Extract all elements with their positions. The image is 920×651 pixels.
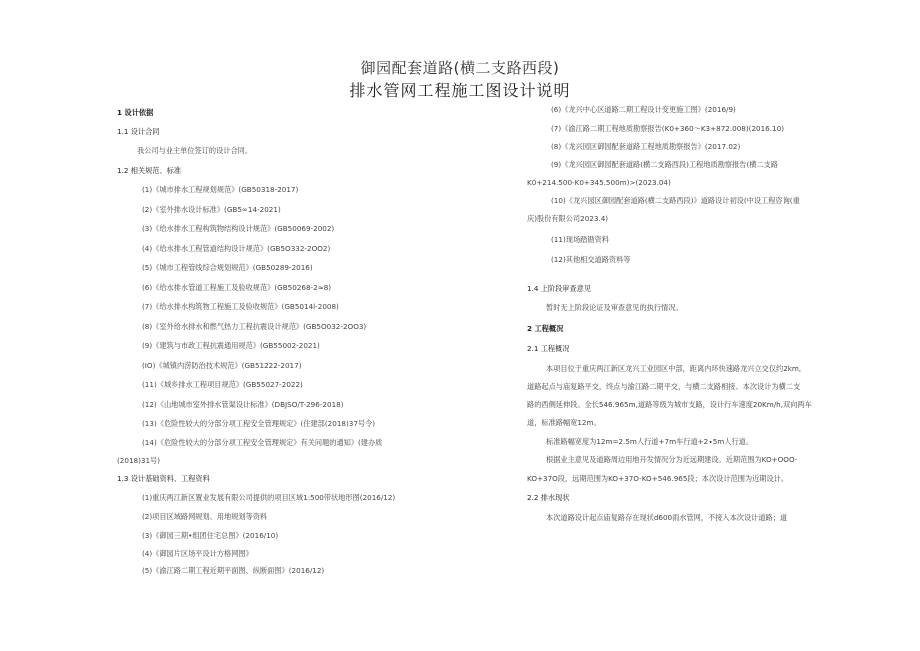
list-item: (2)项目区域路网规划、用地规划等资料 (142, 512, 268, 521)
section-heading: 2 工程概况 (527, 324, 564, 333)
list-item: (9)《建筑与市政工程抗震通用规范》(GB55002-2021) (142, 341, 320, 350)
document-title-line1: 御园配套道路(横二支路西段) (360, 59, 560, 77)
list-item: (8)《龙兴园区御园配套道路工程地质勘察报告》(2017.02) (551, 142, 741, 151)
list-item: (9)《龙兴园区御园配套道路(横二支路西段)工程地质勘察报告(横二支路 (551, 160, 779, 169)
list-item: (7)《给水排水构筑物工程施工及验收规范》(GB5014l-2008) (142, 302, 339, 311)
list-item: (12)《山地城市室外排水管渠设计标准》(DBJSO/T-296-2018) (142, 400, 344, 409)
paragraph-line: 我公司与业主单位签订的设计合同。 (137, 146, 253, 155)
list-item: (5)《渝江路二期工程近期平面图、纵断面图》(2016/12) (142, 566, 325, 575)
list-item: (3)《御园三期•组团住宅总图》(2016/10) (142, 531, 279, 540)
list-item-continuation: 庆)股份有限公司2023.4) (527, 214, 609, 223)
paragraph-line: 标准路幅宽度为12m=2.5m人行道+7m车行道+2∙5m人行道。 (546, 437, 754, 446)
list-item: (7)《渝江路二期工程地质勘察报告(K0+360～K3+872.008)(2016.10) (551, 124, 784, 133)
paragraph-line: KO+37O段，远期范围为KO+37O-KO+546.965段；本次设计范围为近期设计。 (527, 474, 789, 483)
list-item: (4)《御园片区场平设计方格网图》 (142, 549, 253, 558)
list-item: (8)《室外给水排水和燃气热力工程抗震设计规范》(GB5O032-2OO3) (142, 322, 367, 331)
paragraph-line: 道，标准路幅宽12m。 (527, 418, 601, 427)
list-item: (1)重庆两江新区置业发展有限公司提供的项目区域1:500带状地形图(2016/12) (142, 493, 396, 502)
section-heading: 1 设计依据 (117, 108, 154, 117)
list-item: (1)《城市排水工程规划规范》(GB50318-2017) (142, 185, 299, 194)
list-item-continuation: (2018)31号) (117, 456, 161, 465)
list-item: (6)《龙兴中心区道路二期工程设计变更施工图》(2016/9) (551, 105, 736, 114)
subsection-heading: 1.1 设计合同 (117, 127, 160, 136)
paragraph-line: 本次道路设计起点庙复路存在现状d600雨水管网，不接入本次设计道路；道 (546, 513, 788, 522)
subsection-heading: 1.3 设计基础资料、工程资料 (117, 474, 210, 483)
list-item: (IO)《城镇内涝防治技术规范》(GB51222-2017) (142, 361, 302, 370)
subsection-heading: 1.4 上阶段审查意见 (527, 284, 592, 293)
paragraph-line: 本项目位于重庆两江新区龙兴工业园区中部，距离内环快速路龙兴立交仅约2km, (546, 364, 802, 373)
paragraph-line: 道路起点与庙复路平交，终点与渝江路二期平交，与横二支路相接。本次设计为横二支 (527, 382, 801, 391)
subsection-heading: 1.2 相关规范、标准 (117, 166, 182, 175)
list-item: (2)《室外排水设计标准》(GB5∞14-2021) (142, 205, 281, 214)
list-item: (14)《危险性较大的分部分项工程安全管理规定》有关问题的通知》(建办质 (142, 438, 383, 447)
document-title-line2: 排水管网工程施工图设计说明 (349, 81, 571, 100)
subsection-heading: 2.2 排水现状 (527, 493, 570, 502)
list-item: (4)《给水排水工程管道结构设计规范》(GB5O332-2OO2) (142, 244, 331, 253)
list-item: (11)现场踏勘资料 (551, 235, 609, 244)
list-item: (3)《给水排水工程构筑物结构设计规范》(GB50069-2002) (142, 224, 335, 233)
paragraph-line: 暂时无上阶段论证及审查意见的执行情况。 (546, 303, 683, 312)
list-item: (12)其他相交道路资料等 (551, 255, 631, 264)
list-item: (5)《城市工程管线综合规划规范》(GB50289-2016) (142, 263, 313, 272)
paragraph-line: 根据业主意见及道路周边用地开发情况分为近远期建设。近期范围为KO+OOO- (546, 455, 798, 464)
list-item: (13)《危险性较大的分部分项工程安全管理规定》(住建部(2018)37号令) (142, 419, 376, 428)
list-item: (11)《城乡排水工程项目规范》(GB55027-2022) (142, 380, 303, 389)
list-item-continuation: K0+214.500-K0+345.500m)>(2023.04) (527, 178, 671, 187)
subsection-heading: 2.1 工程概况 (527, 344, 570, 353)
list-item: (10)《龙兴园区御园配套道路(横二支路西段)》道路设计初设(中设工程咨询(重 (551, 196, 800, 205)
list-item: (6)《给水排水管道工程施工及验收规范》(GB50268-2≈8) (142, 283, 332, 292)
paragraph-line: 路的西侧延伸段。全长546.965m,道路等级为城市支路，设计行车速度20Km/h,双向两车 (527, 400, 812, 409)
